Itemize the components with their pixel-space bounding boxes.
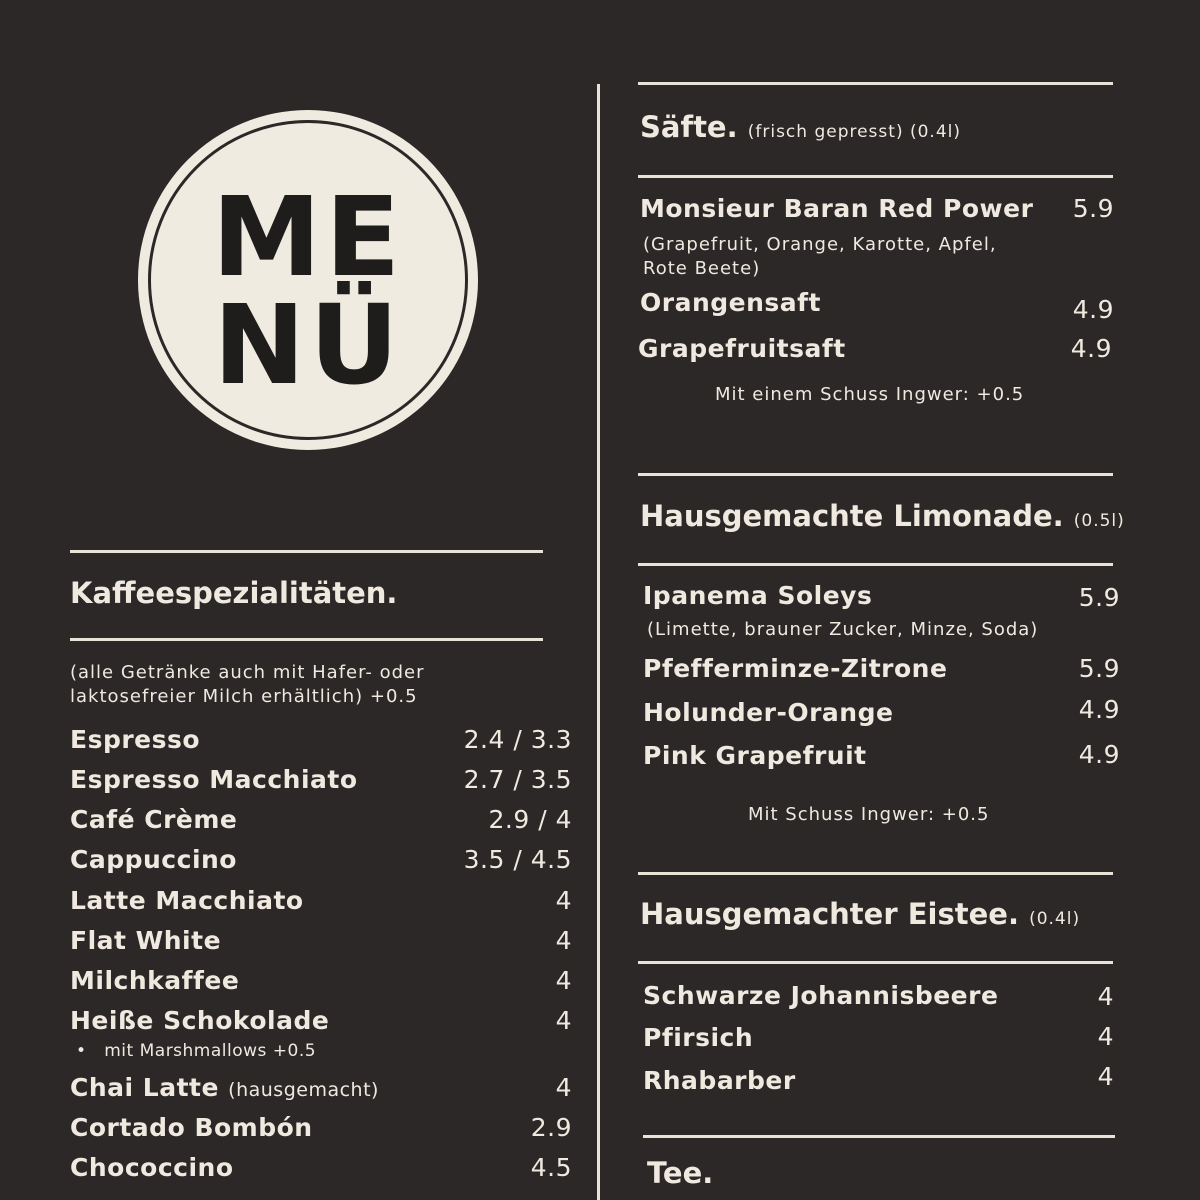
juice-item-desc: Rote Beete) [643,258,761,279]
lemonade-item-price: 5.9 [1078,583,1120,612]
coffee-item-price: 4.5 [530,1153,572,1182]
juices-note: (frisch gepresst) (0.4l) [747,122,962,142]
coffee-item-price: 4 [555,966,572,995]
coffee-item-name: Milchkaffee [70,966,240,995]
coffee-item-name: Espresso Macchiato [70,765,358,794]
juice-item-price: 4.9 [1072,295,1114,324]
menu-logo [138,110,478,450]
coffee-item-name: Café Crème [70,805,238,834]
marshmallow-option-label: mit Marshmallows +0.5 [104,1041,317,1061]
coffee-item-price: 4 [555,1006,572,1035]
lemonade-item-price: 5.9 [1078,654,1120,683]
icetea-item-price: 4 [1097,1022,1114,1051]
juice-item-price: 4.9 [1070,334,1112,363]
juices-rule-bottom [638,175,1113,178]
coffee-section-title: Kaffeespezialitäten. [70,576,398,610]
juices-title: Säfte. [640,110,738,144]
icetea-item-name: Pfirsich [643,1023,754,1052]
coffee-item-name: Cappuccino [70,845,237,874]
coffee-item-price: 4 [555,926,572,955]
juice-item-name: Monsieur Baran Red Power [640,194,1034,223]
coffee-rule-bottom [70,638,543,641]
juices-ginger-note: Mit einem Schuss Ingwer: +0.5 [715,384,1025,405]
juice-item-name: Grapefruitsaft [638,334,846,363]
marshmallow-option [76,1041,316,1061]
lemonade-section-title [640,499,1125,533]
icetea-section-title [640,897,1080,931]
coffee-item-price: 2.4 / 3.3 [463,725,572,754]
coffee-item-name: Latte Macchiato [70,886,304,915]
lemonade-item-name: Pfefferminze-Zitrone [643,654,948,683]
coffee-item-name: Cortado Bombón [70,1113,313,1142]
icetea-rule-bottom [638,961,1113,964]
coffee-item-price: 2.9 [530,1113,572,1142]
coffee-item-name: Flat White [70,926,222,955]
coffee-item-name: Chococcino [70,1153,234,1182]
lemonade-item-name: Ipanema Soleys [643,581,873,610]
coffee-rule-top [70,550,543,553]
lemonade-rule-bottom [638,563,1113,566]
icetea-note: (0.4l) [1029,909,1081,929]
logo-line-2: NÜ [213,281,403,409]
icetea-rule-top [638,872,1113,875]
icetea-item-name: Rhabarber [643,1066,796,1095]
tea-rule-top [643,1135,1115,1138]
coffee-note-line-2: laktosefreier Milch erhältlich) +0.5 [70,686,418,707]
column-divider [597,84,600,1200]
lemonade-item-price: 4.9 [1078,740,1120,769]
lemonade-ginger-note: Mit Schuss Ingwer: +0.5 [748,804,990,825]
logo-line-1: ME [211,173,405,301]
juice-item-desc: (Grapefruit, Orange, Karotte, Apfel, [643,234,997,255]
icetea-title: Hausgemachter Eistee. [640,897,1019,931]
icetea-item-price: 4 [1097,1062,1114,1091]
coffee-item-sub: (hausgemacht) [228,1079,379,1101]
coffee-item-price: 4 [555,886,572,915]
coffee-item-price: 2.7 / 3.5 [463,765,572,794]
coffee-note-line-1: (alle Getränke auch mit Hafer- oder [70,662,425,683]
coffee-item-name: Espresso [70,725,201,754]
tea-section-title: Tee. [647,1156,714,1190]
coffee-item-name: Heiße Schokolade [70,1006,330,1035]
bullet-dot: • [76,1041,105,1061]
juices-section-title [640,110,961,144]
lemonade-item-price: 4.9 [1078,695,1120,724]
icetea-item-name: Schwarze Johannisbeere [643,981,999,1010]
juice-item-price: 5.9 [1072,194,1114,223]
lemonade-rule-top [638,473,1113,476]
juices-rule-top [638,82,1113,85]
juice-item-name: Orangensaft [640,288,821,317]
coffee-item-price: 3.5 / 4.5 [463,845,572,874]
coffee-item-price: 2.9 / 4 [488,805,572,834]
lemonade-note: (0.5l) [1073,511,1125,531]
lemonade-title: Hausgemachte Limonade. [640,499,1064,533]
coffee-item-name: Chai Latte [70,1073,219,1102]
icetea-item-price: 4 [1097,982,1114,1011]
coffee-item-chai [70,1073,379,1102]
lemonade-item-name: Holunder-Orange [643,698,894,727]
lemonade-item-name: Pink Grapefruit [643,741,867,770]
lemonade-item-desc: (Limette, brauner Zucker, Minze, Soda) [647,619,1039,640]
coffee-item-price: 4 [555,1073,572,1102]
